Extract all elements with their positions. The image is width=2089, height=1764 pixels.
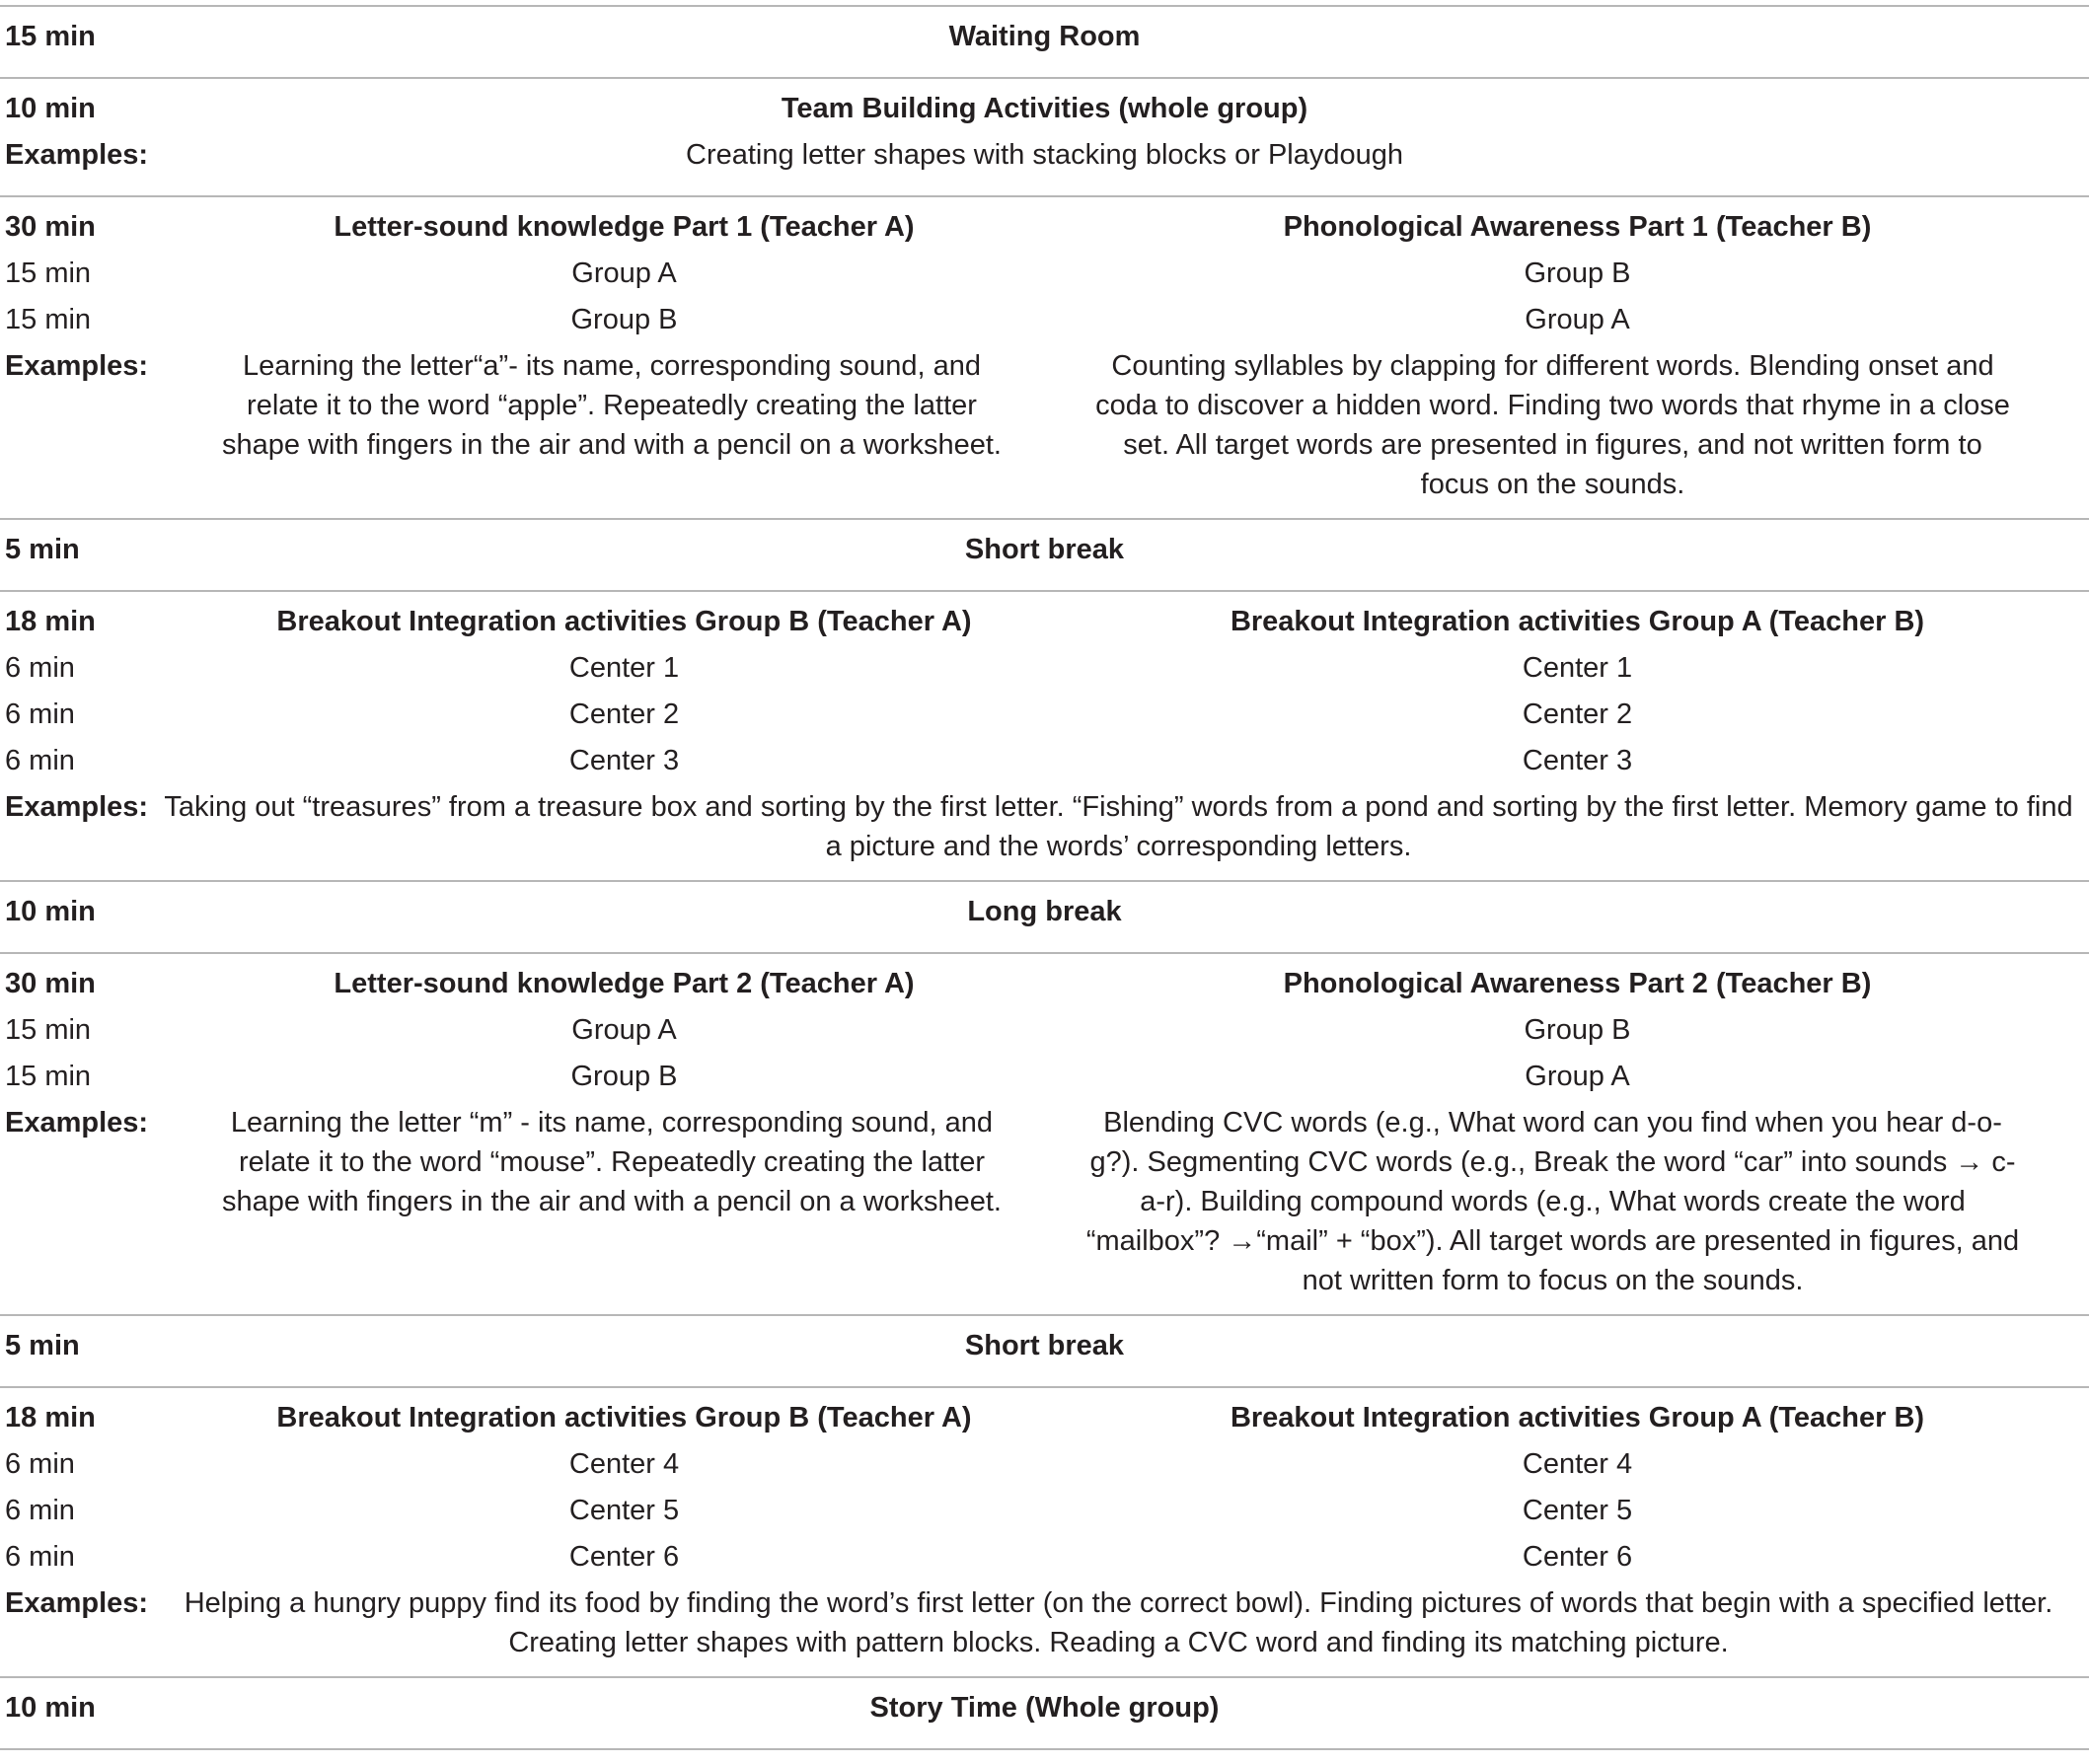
table-row [0,741,2089,787]
section-short-break [0,518,2089,590]
examples-row [0,1583,2089,1662]
teacher-b-group: Group A [1525,1061,1630,1092]
section-part-1 [0,195,2089,518]
teacher-b-center: Center 2 [1522,698,1633,730]
row-time: 6 min [5,652,75,684]
teacher-a-group: Group A [571,257,677,289]
teacher-b-group: Group B [1524,257,1631,289]
teacher-a-center: Center 5 [568,1495,680,1526]
section-time: 30 min [5,968,96,999]
examples-text: Taking out “treasures” from a treasure box and sorting by the first letter. “Fishing” words from a pond and sorting by the first letter. Memory game to find a picture and the words’ corresponding letters. [164,791,2073,862]
teacher-a-title: Letter-sound knowledge Part 1 (Teacher A) [334,211,915,243]
section-time: 18 min [5,1402,96,1433]
examples-row [0,135,2089,182]
row-time: 6 min [5,1495,75,1526]
section-short-break [0,1314,2089,1386]
examples-label: Examples: [5,791,149,823]
teacher-a-center: Center 1 [568,652,680,684]
table-row [0,1444,2089,1491]
examples-text: Helping a hungry puppy find its food by finding the word’s first letter (on the correct bowl). Finding pictures of words that begin with a specified letter. Creating letter shapes with pattern blocks. Reading a CVC word and finding its matching picture. [184,1587,2053,1658]
teacher-b-examples: Counting syllables by clapping for different words. Blending onset and coda to discover a hidden word. Finding two words that rhyme in a close set. All target words are presented in figures, and not written form to focus on the sounds. [1095,350,2010,500]
schedule-table [0,5,2089,1750]
row-time: 15 min [5,1014,92,1046]
teacher-a-center: Center 2 [568,698,680,730]
teacher-b-examples: Blending CVC words (e.g., What word can you find when you hear d-o-g?). Segmenting CVC words (e.g., Break the word “car” into sounds → c-a-r). Building compound words (e.g., What words create the word “mailbox”? →“mail” + “box”). All target words are presented in figures, and not written form to focus on the sounds. [1085,1107,2020,1296]
teacher-a-title: Letter-sound knowledge Part 2 (Teacher A) [334,968,915,999]
section-header-row [0,602,2089,648]
table-row [0,254,2089,300]
teacher-a-group: Group A [571,1014,677,1046]
examples-label: Examples: [5,1587,149,1619]
section-header-row [0,892,2089,938]
teacher-b-center: Center 6 [1522,1541,1633,1573]
section-story-time [0,1676,2089,1750]
table-row [0,1491,2089,1537]
row-time: 6 min [5,1541,75,1573]
teacher-a-title: Breakout Integration activities Group B (Teacher A) [276,606,972,637]
section-time: 10 min [5,896,96,927]
teacher-a-examples: Learning the letter “m” - its name, corresponding sound, and relate it to the word “mouse”. Repeatedly creating the latter shape with fingers in the air and with a pencil on a worksheet. [222,1107,1002,1217]
section-header-row [0,89,2089,135]
teacher-b-center: Center 1 [1522,652,1633,684]
section-long-break [0,880,2089,952]
table-row [0,1057,2089,1103]
section-header-row [0,17,2089,63]
teacher-a-center: Center 3 [568,745,680,776]
section-header-row [0,207,2089,254]
section-header-row [0,1398,2089,1444]
section-part-2 [0,952,2089,1314]
row-time: 6 min [5,698,75,730]
section-title: Short break [964,1330,1125,1361]
examples-row [0,787,2089,866]
section-time: 5 min [5,1330,80,1361]
teacher-a-examples: Learning the letter“a”- its name, corresponding sound, and relate it to the word “apple”. Repeatedly creating the latter shape with fingers in the air and with a pencil on a worksheet. [222,350,1002,461]
table-row [0,300,2089,346]
section-waiting-room [0,5,2089,77]
section-breakout-2 [0,1386,2089,1676]
section-header-row [0,1326,2089,1372]
teacher-a-center: Center 4 [568,1448,680,1480]
examples-label: Examples: [5,139,149,171]
examples-label: Examples: [5,350,149,382]
section-time: 5 min [5,534,80,565]
row-time: 6 min [5,1448,75,1480]
section-time: 15 min [5,21,96,52]
teacher-b-title: Breakout Integration activities Group A (Teacher B) [1230,1402,1925,1433]
row-time: 15 min [5,304,92,335]
row-time: 15 min [5,257,92,289]
section-time: 18 min [5,606,96,637]
section-header-row [0,964,2089,1010]
teacher-b-center: Center 5 [1522,1495,1633,1526]
examples-label: Examples: [5,1107,149,1139]
examples-row [0,1103,2089,1300]
table-row [0,1537,2089,1583]
teacher-b-title: Phonological Awareness Part 2 (Teacher B) [1283,968,1872,999]
teacher-b-title: Phonological Awareness Part 1 (Teacher B) [1283,211,1872,243]
examples-text: Creating letter shapes with stacking blocks or Playdough [686,139,1403,171]
row-time: 6 min [5,745,75,776]
section-title: Long break [967,896,1122,927]
teacher-b-center: Center 3 [1522,745,1633,776]
examples-row [0,346,2089,504]
section-title: Team Building Activities (whole group) [781,93,1308,124]
teacher-b-group: Group A [1525,304,1630,335]
teacher-b-center: Center 4 [1522,1448,1633,1480]
table-row [0,695,2089,741]
section-time: 10 min [5,1692,96,1724]
teacher-b-group: Group B [1524,1014,1631,1046]
table-row [0,648,2089,695]
section-title: Waiting Room [948,21,1141,52]
row-time: 15 min [5,1061,92,1092]
section-title: Short break [964,534,1125,565]
section-header-row [0,1688,2089,1734]
section-time: 30 min [5,211,96,243]
section-header-row [0,530,2089,576]
teacher-a-group: Group B [570,304,678,335]
teacher-a-center: Center 6 [568,1541,680,1573]
teacher-a-title: Breakout Integration activities Group B (Teacher A) [276,1402,972,1433]
table-row [0,1010,2089,1057]
teacher-b-title: Breakout Integration activities Group A (Teacher B) [1230,606,1925,637]
section-time: 10 min [5,93,96,124]
section-breakout-1 [0,590,2089,880]
section-title: Story Time (Whole group) [869,1692,1220,1724]
teacher-a-group: Group B [570,1061,678,1092]
section-team-building [0,77,2089,195]
